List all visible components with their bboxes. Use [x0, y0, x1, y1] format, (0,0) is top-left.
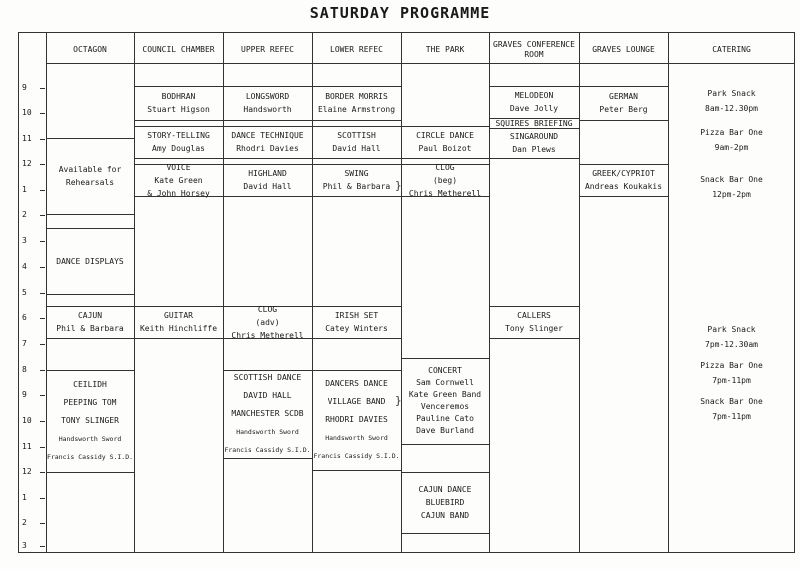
- event-detail: (adv): [255, 318, 280, 327]
- event-block: [401, 365, 489, 437]
- event-block: [223, 369, 312, 459]
- event-title: DANCERS DANCE: [325, 379, 388, 388]
- event-detail: Paul Boizot: [418, 144, 472, 153]
- event-detail: David Hall: [243, 182, 292, 191]
- catering-entry: [668, 174, 795, 201]
- block-border: [401, 358, 489, 359]
- hour-label: 3: [22, 236, 27, 245]
- block-border: [489, 158, 579, 159]
- event-detail: Phil & Barbara: [322, 182, 391, 191]
- catering-outlet: Pizza Bar One: [700, 361, 763, 370]
- event-block: [579, 167, 668, 193]
- event-block: [134, 129, 223, 155]
- column-header: UPPER REFEC: [241, 45, 294, 54]
- block-border: [312, 86, 401, 87]
- catering-hours: 7pm-11pm: [712, 412, 751, 421]
- event-detail: David Hall: [332, 144, 381, 153]
- hour-tick: [40, 447, 45, 448]
- block-border: [134, 158, 223, 159]
- block-border: [312, 164, 401, 165]
- column-divider: [401, 32, 402, 553]
- event-detail: Rehearsals: [65, 178, 115, 187]
- event-title: CALLERS: [517, 311, 551, 320]
- hour-tick: [40, 113, 45, 114]
- event-block: [401, 129, 489, 155]
- event-detail: TONY SLINGER: [61, 416, 119, 425]
- hour-label: 2: [22, 210, 27, 219]
- event-block: [489, 130, 579, 156]
- block-border: [401, 533, 489, 534]
- event-detail: Andreas Koukakis: [584, 182, 663, 191]
- block-border: [46, 228, 134, 229]
- block-border: [134, 126, 223, 127]
- event-block: [579, 90, 668, 116]
- event-detail: Stuart Higson: [147, 105, 210, 114]
- event-title: SCOTTISH DANCE: [233, 373, 302, 382]
- event-detail: Keith Hinchliffe: [139, 324, 218, 333]
- block-border: [46, 214, 134, 215]
- block-border: [312, 370, 401, 371]
- hour-label: 1: [22, 185, 27, 194]
- hour-tick: [40, 88, 45, 89]
- event-detail: Phil & Barbara: [56, 324, 124, 333]
- event-detail: Dave Jolly: [509, 104, 559, 113]
- catering-entry: [668, 88, 795, 115]
- event-detail: Kate Green Band: [408, 390, 482, 399]
- event-title: DANCE TECHNIQUE: [231, 131, 304, 140]
- hour-label: 2: [22, 518, 27, 527]
- hour-tick: [40, 267, 45, 268]
- column-header: COUNCIL CHAMBER: [142, 45, 215, 54]
- catering-hours: 8am-12.30pm: [705, 104, 758, 113]
- hour-tick: [40, 421, 45, 422]
- event-title: SWING: [344, 169, 369, 178]
- catering-outlet: Pizza Bar One: [700, 128, 763, 137]
- block-border: [312, 158, 401, 159]
- event-title: CLOG: [435, 163, 455, 172]
- event-title: CIRCLE DANCE: [416, 131, 474, 140]
- event-title: CONCERT: [428, 366, 462, 375]
- block-border: [134, 86, 223, 87]
- event-title: MELODEON: [514, 91, 554, 100]
- hour-label: 3: [22, 541, 27, 550]
- event-block: [401, 161, 489, 200]
- event-detail: Francis Cassidy S.I.D.: [46, 453, 134, 461]
- hour-label: 9: [22, 83, 27, 92]
- event-block: [134, 90, 223, 116]
- event-title: SCOTTISH: [337, 131, 376, 140]
- event-block: [46, 163, 134, 189]
- block-border: [489, 338, 579, 339]
- column-header: LOWER REFEC: [330, 45, 383, 54]
- event-detail: Pauline Cato: [416, 414, 474, 423]
- column-header: GRAVES LOUNGE: [592, 45, 655, 54]
- event-title: LONGSWORD: [245, 92, 290, 101]
- event-detail: PEEPING TOM: [63, 398, 117, 407]
- block-border: [579, 164, 668, 165]
- event-title: Available for: [58, 165, 122, 174]
- event-detail: Rhodri Davies: [236, 144, 299, 153]
- event-block: [223, 167, 312, 193]
- event-detail: Peter Berg: [599, 105, 648, 114]
- block-border: [223, 164, 312, 165]
- block-border: [134, 306, 223, 307]
- event-detail: Elaine Armstrong: [317, 105, 396, 114]
- column-header: THE PARK: [425, 45, 465, 54]
- event-block: [312, 309, 401, 335]
- event-block: [134, 309, 223, 335]
- column-header: GRAVES CONFERENCE ROOM: [493, 40, 575, 59]
- event-title: DANCE DISPLAYS: [56, 257, 124, 266]
- hour-tick: [40, 190, 45, 191]
- catering-outlet: Snack Bar One: [700, 397, 763, 406]
- hour-tick: [40, 472, 45, 473]
- block-border: [579, 86, 668, 87]
- block-border: [312, 120, 401, 121]
- event-detail: Francis Cassidy S.I.D.: [313, 452, 400, 460]
- event-block: [223, 129, 312, 155]
- event-detail: DAVID HALL: [243, 391, 292, 400]
- block-border: [579, 120, 668, 121]
- hour-label: 10: [22, 416, 32, 425]
- hour-label: 9: [22, 390, 27, 399]
- catering-hours: 7pm-12.30am: [705, 340, 758, 349]
- catering-hours: 9am-2pm: [714, 143, 749, 152]
- event-block: [312, 375, 401, 465]
- hour-tick: [40, 546, 45, 547]
- event-detail: Handsworth Sword: [236, 428, 299, 436]
- event-detail: Chris Metherell: [408, 189, 482, 198]
- hour-label: 7: [22, 339, 27, 348]
- block-border: [312, 470, 401, 471]
- event-title: SQUIRES BRIEFING: [495, 119, 573, 128]
- hour-tick: [40, 241, 45, 242]
- event-detail: CAJUN BAND: [420, 511, 470, 520]
- event-title: BODHRAN: [161, 92, 196, 101]
- event-block: [312, 129, 401, 155]
- event-detail: & John Horsey: [147, 189, 210, 198]
- event-title: SINGAROUND: [509, 132, 559, 141]
- hour-label: 12: [22, 467, 32, 476]
- hour-tick: [40, 370, 45, 371]
- hour-tick: [40, 523, 45, 524]
- hour-label: 5: [22, 288, 27, 297]
- block-border: [312, 338, 401, 339]
- block-border: [46, 338, 134, 339]
- event-block: [46, 376, 134, 466]
- block-border: [489, 306, 579, 307]
- event-title: VOICE: [166, 163, 191, 172]
- event-block: [312, 90, 401, 116]
- event-detail: Chris Metherell: [231, 331, 304, 340]
- event-detail: Tony Slinger: [505, 324, 563, 333]
- hour-tick: [40, 293, 45, 294]
- block-border: [46, 294, 134, 295]
- event-title: CLOG: [257, 305, 278, 314]
- event-detail: BLUEBIRD: [425, 498, 465, 507]
- hour-tick: [40, 395, 45, 396]
- event-title: CAJUN: [77, 311, 103, 320]
- block-border: [312, 196, 401, 197]
- event-detail: Venceremos: [420, 402, 470, 411]
- block-border: [223, 86, 312, 87]
- event-block: [401, 483, 489, 522]
- hour-label: 10: [22, 108, 32, 117]
- brace-mark: }: [395, 394, 402, 407]
- event-title: BORDER MORRIS: [325, 92, 388, 101]
- column-header: OCTAGON: [73, 45, 107, 54]
- event-title: GREEK/CYPRIOT: [592, 169, 655, 178]
- block-border: [223, 196, 312, 197]
- catering-outlet: Snack Bar One: [700, 175, 763, 184]
- event-block: [134, 161, 223, 200]
- hour-tick: [40, 344, 45, 345]
- block-border: [401, 126, 489, 127]
- block-border: [401, 444, 489, 445]
- block-border: [223, 126, 312, 127]
- hour-tick: [40, 215, 45, 216]
- block-border: [134, 120, 223, 121]
- block-border: [312, 126, 401, 127]
- hour-label: 6: [22, 313, 27, 322]
- event-detail: MANCHESTER SCDB: [231, 409, 304, 418]
- event-detail: RHODRI DAVIES: [325, 415, 388, 424]
- block-border: [223, 120, 312, 121]
- event-title: IRISH SET: [334, 311, 379, 320]
- block-border: [489, 86, 579, 87]
- event-detail: Francis Cassidy S.I.D.: [224, 446, 311, 454]
- event-detail: Handsworth Sword: [58, 435, 122, 443]
- event-title: HIGHLAND: [248, 169, 287, 178]
- hour-tick: [40, 498, 45, 499]
- event-detail: Handsworth Sword: [325, 434, 388, 442]
- event-detail: Amy Douglas: [152, 144, 205, 153]
- hour-tick: [40, 164, 45, 165]
- event-block: [223, 303, 312, 342]
- brace-mark: }: [395, 179, 402, 192]
- event-detail: (beg): [432, 176, 458, 185]
- hour-label: 8: [22, 365, 27, 374]
- catering-entry: [668, 360, 795, 387]
- event-title: CEILIDH: [73, 380, 107, 389]
- hour-tick: [40, 318, 45, 319]
- block-border: [46, 138, 134, 139]
- column-divider: [46, 32, 47, 553]
- block-border: [401, 472, 489, 473]
- catering-outlet: Park Snack: [707, 325, 756, 334]
- column-header: CATERING: [712, 45, 751, 54]
- hour-label: 11: [22, 134, 32, 143]
- event-detail: Handsworth: [243, 105, 292, 114]
- event-title: GUITAR: [164, 311, 193, 320]
- event-title: CAJUN DANCE: [418, 485, 472, 494]
- catering-entry: [668, 396, 795, 423]
- event-block: [46, 255, 134, 268]
- hour-tick: [40, 139, 45, 140]
- event-block: [223, 90, 312, 116]
- event-detail: Dan Plews: [512, 145, 556, 154]
- event-title: STORY-TELLING: [147, 131, 210, 140]
- hour-label: 11: [22, 442, 32, 451]
- catering-hours: 7pm-11pm: [712, 376, 751, 385]
- event-detail: Kate Green: [154, 176, 203, 185]
- block-border: [46, 472, 134, 473]
- event-detail: VILLAGE BAND: [327, 397, 386, 406]
- catering-outlet: Park Snack: [707, 89, 756, 98]
- page-title: SATURDAY PROGRAMME: [309, 4, 491, 22]
- block-border: [579, 196, 668, 197]
- block-border: [312, 306, 401, 307]
- block-border: [46, 370, 134, 371]
- hour-label: 1: [22, 493, 27, 502]
- hour-label: 4: [22, 262, 27, 271]
- catering-hours: 12pm-2pm: [712, 190, 751, 199]
- event-detail: Sam Cornwell: [416, 378, 474, 387]
- block-border: [401, 158, 489, 159]
- block-border: [134, 338, 223, 339]
- event-title: GERMAN: [609, 92, 638, 101]
- event-detail: Dave Burland: [416, 426, 474, 435]
- hour-label: 12: [22, 159, 32, 168]
- block-border: [46, 306, 134, 307]
- block-border: [223, 158, 312, 159]
- event-block: [312, 167, 401, 193]
- event-block: [46, 309, 134, 335]
- event-block: [489, 89, 579, 115]
- event-detail: Catey Winters: [325, 324, 388, 333]
- catering-entry: [668, 324, 795, 351]
- block-border: [489, 128, 579, 129]
- event-block: [489, 309, 579, 335]
- catering-entry: [668, 127, 795, 154]
